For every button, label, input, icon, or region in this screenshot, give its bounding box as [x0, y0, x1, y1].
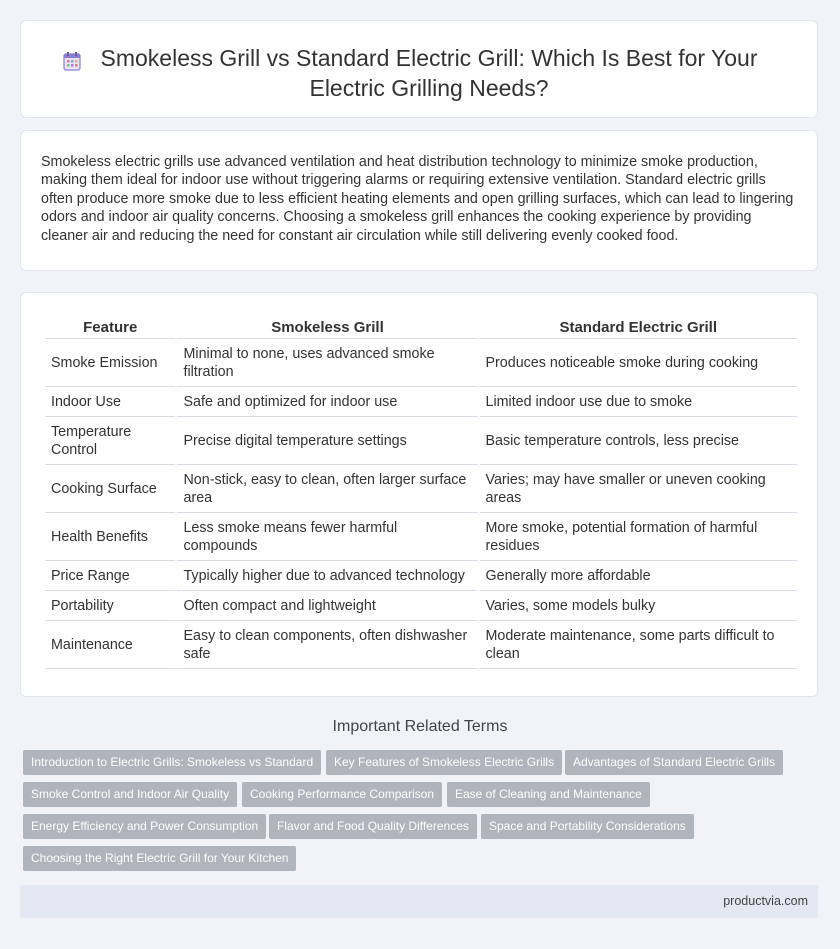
feature-cell: Smoke Emission — [45, 339, 175, 387]
table-row — [45, 387, 797, 417]
table-row — [45, 417, 797, 465]
related-term-tag[interactable]: Ease of Cleaning and Maintenance — [447, 782, 650, 807]
table-row — [45, 513, 797, 561]
table-row — [45, 621, 797, 669]
standard-cell: Generally more affordable — [480, 561, 798, 591]
related-term-tag[interactable]: Space and Portability Considerations — [481, 814, 694, 839]
smokeless-cell: Often compact and lightweight — [177, 591, 477, 621]
header-standard-electric-grill: Standard Electric Grill — [480, 315, 798, 339]
smokeless-cell: Less smoke means fewer harmful compounds — [177, 513, 477, 561]
footer-site-link[interactable]: productvia.com — [723, 894, 808, 908]
smokeless-cell: Non-stick, easy to clean, often larger surface area — [177, 465, 477, 513]
feature-cell: Indoor Use — [45, 387, 175, 417]
feature-cell: Temperature Control — [45, 417, 175, 465]
related-term-tag[interactable]: Flavor and Food Quality Differences — [269, 814, 477, 839]
standard-cell: Varies; may have smaller or uneven cooking areas — [480, 465, 798, 513]
comparison-table-card — [20, 292, 818, 697]
standard-cell: Varies, some models bulky — [480, 591, 798, 621]
page-title: Smokeless Grill vs Standard Electric Grill: Which Is Best for Your Electric Grilling Needs? — [100, 45, 758, 101]
related-term-tag[interactable]: Choosing the Right Electric Grill for Your Kitchen — [23, 846, 296, 871]
header-feature: Feature — [45, 315, 175, 339]
feature-cell: Health Benefits — [45, 513, 175, 561]
related-term-tag[interactable]: Introduction to Electric Grills: Smokeless vs Standard — [23, 750, 321, 775]
feature-cell: Cooking Surface — [45, 465, 175, 513]
standard-cell: Moderate maintenance, some parts difficult to clean — [480, 621, 798, 669]
related-terms-heading: Important Related Terms — [332, 718, 508, 735]
smokeless-cell: Easy to clean components, often dishwasher safe — [177, 621, 477, 669]
table-row — [45, 465, 797, 513]
header-smokeless-grill: Smokeless Grill — [177, 315, 477, 339]
feature-cell: Maintenance — [45, 621, 175, 669]
comparison-table — [43, 315, 799, 669]
related-term-tag[interactable]: Energy Efficiency and Power Consumption — [23, 814, 266, 839]
smokeless-cell: Minimal to none, uses advanced smoke filtration — [177, 339, 477, 387]
related-term-tag[interactable]: Cooking Performance Comparison — [242, 782, 442, 807]
intro-card — [20, 130, 818, 271]
table-row — [45, 591, 797, 621]
standard-cell: More smoke, potential formation of harmful residues — [480, 513, 798, 561]
feature-cell: Portability — [45, 591, 175, 621]
smokeless-cell: Safe and optimized for indoor use — [177, 387, 477, 417]
standard-cell: Basic temperature controls, less precise — [480, 417, 798, 465]
footer — [20, 885, 818, 918]
title-card — [20, 20, 818, 118]
table-header-row — [45, 315, 797, 339]
smokeless-cell: Typically higher due to advanced technology — [177, 561, 477, 591]
intro-paragraph: Smokeless electric grills use advanced ventilation and heat distribution technology to minimize smoke production, making them ideal for indoor use without triggering alarms or requiring extensive ventilation. Standard electric grills often produce more smoke due to less efficient heating elements and open grilling surfaces, which can lead to lingering odors and indoor air quality concerns. Choosing a smokeless grill enhances the cooking experience by providing cleaner air and reducing the need for constant air circulation while still delivering evenly cooked food. — [41, 154, 794, 244]
feature-cell: Price Range — [45, 561, 175, 591]
standard-cell: Produces noticeable smoke during cooking — [480, 339, 798, 387]
related-term-tag[interactable]: Smoke Control and Indoor Air Quality — [23, 782, 237, 807]
smokeless-cell: Precise digital temperature settings — [177, 417, 477, 465]
table-row — [45, 561, 797, 591]
standard-cell: Limited indoor use due to smoke — [480, 387, 798, 417]
related-term-tag[interactable]: Advantages of Standard Electric Grills — [565, 750, 783, 775]
table-row — [45, 339, 797, 387]
related-term-tag[interactable]: Key Features of Smokeless Electric Grills — [326, 750, 562, 775]
